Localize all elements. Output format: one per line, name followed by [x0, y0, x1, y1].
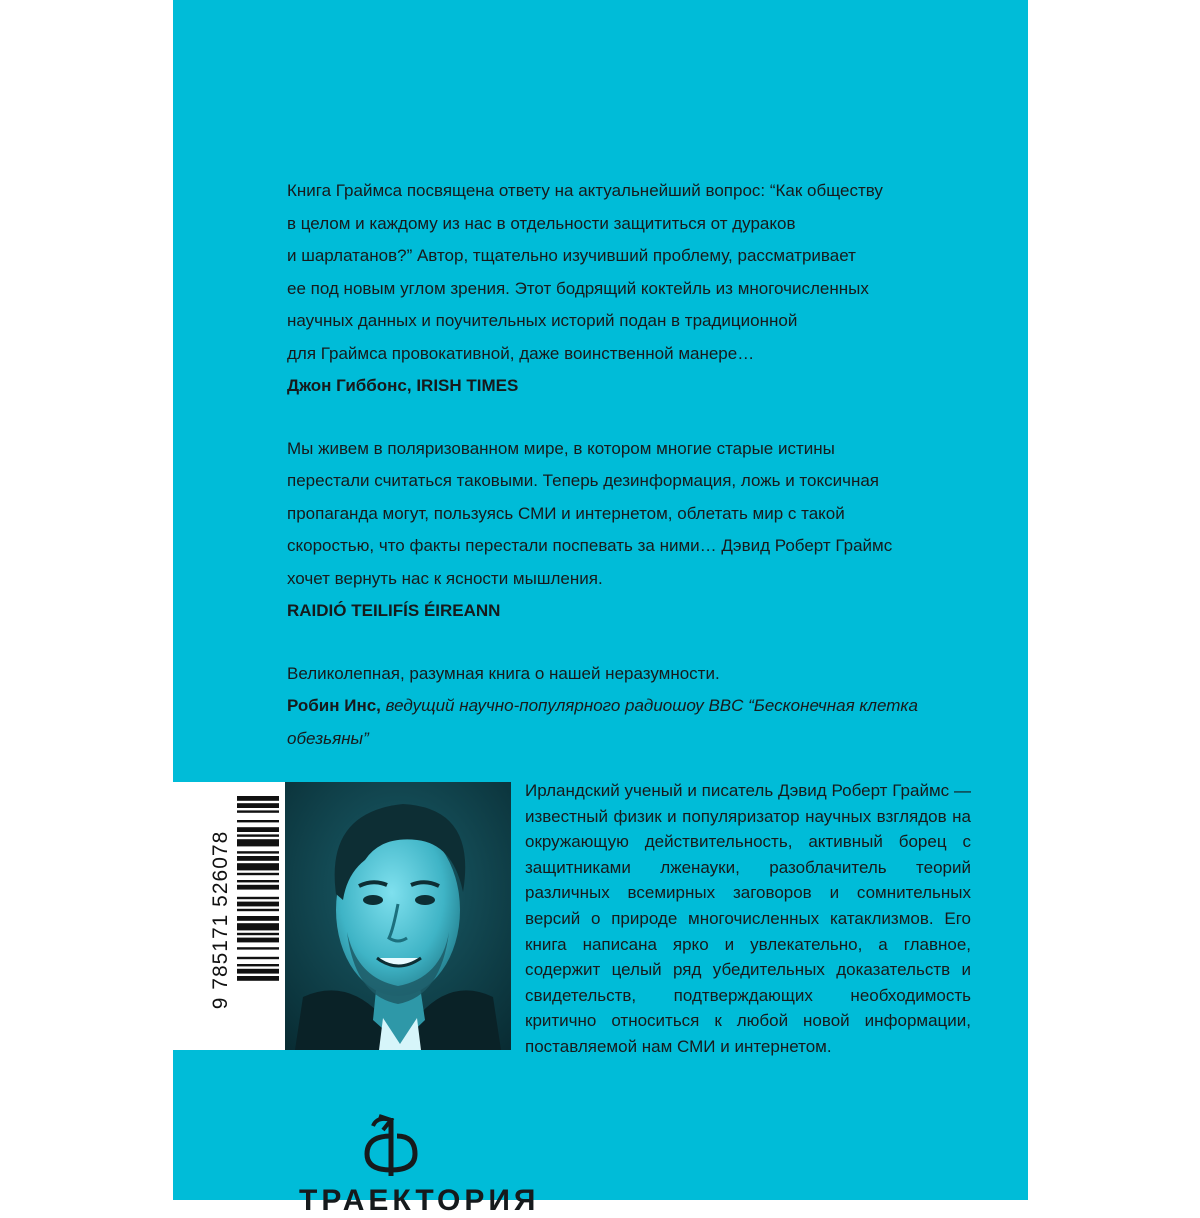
review-quotes: [287, 175, 977, 755]
quote-source: Джон Гиббонс, IRISH TIMES: [287, 376, 519, 395]
phi-arrow-logo: [361, 1112, 421, 1178]
author-photo-illustration: [285, 782, 511, 1050]
author-photo: [285, 782, 511, 1050]
quote-source: Робин Инс,: [287, 696, 381, 715]
quote-robin-ince: [287, 658, 977, 756]
isbn-number: 9 785171 526078: [209, 830, 232, 1010]
quote-rte: [287, 433, 977, 628]
author-bio: Ирландский ученый и писатель Дэвид Роберт Граймс — известный физик и популяризатор научных взглядов на окружающую действительность, активный борец с защитниками лженауки, разоблачитель теорий различных всемирных заговоров и сомнительных версий о природе многочисленных катаклизмов. Его книга написана ярко и увлекательно, а главное, содержит целый ряд убедительных доказательств и свидетельств, подтверждающих необходимость критично относиться к любой новой информации, поставляемой нам СМИ и интернетом.: [525, 781, 971, 1056]
quote-source-role: ведущий научно-популярного радиошоу BBC “Бесконечная клетка обезьяны”: [287, 696, 918, 748]
quote-irish-times: [287, 175, 977, 403]
quote-source: RAIDIÓ TEILIFÍS ÉIREANN: [287, 601, 501, 620]
quote-text: Мы живем в поляризованном мире, в котором многие старые истины перестали считаться таковыми. Теперь дезинформация, ложь и токсичная пропаганда могут, пользуясь СМИ и интернетом, облетать мир с такой скоростью, что факты перестали поспевать за ними… Дэвид Роберт Граймс хочет вернуть нас к ясности мышления.: [287, 438, 893, 588]
publisher-name: ТРАЕКТОРИЯ: [299, 1184, 540, 1217]
book-back-cover: [173, 0, 1028, 1217]
quote-text: Великолепная, разумная книга о нашей неразумности.: [287, 663, 720, 683]
quote-text: Книга Граймса посвящена ответу на актуальнейший вопрос: “Как обществу в целом и каждому из нас в отдельности защититься от дураков и шарлатанов?” Автор, тщательно изучивший проблему, рассматривает ее под новым углом зрения. Этот бодрящий коктейль из многочисленных научных данных и поучительных историй подан в традиционной для Граймса провокативной, даже воинственной манере…: [287, 181, 883, 363]
quote-source-line: [287, 690, 977, 755]
barcode-panel: [173, 782, 285, 1050]
